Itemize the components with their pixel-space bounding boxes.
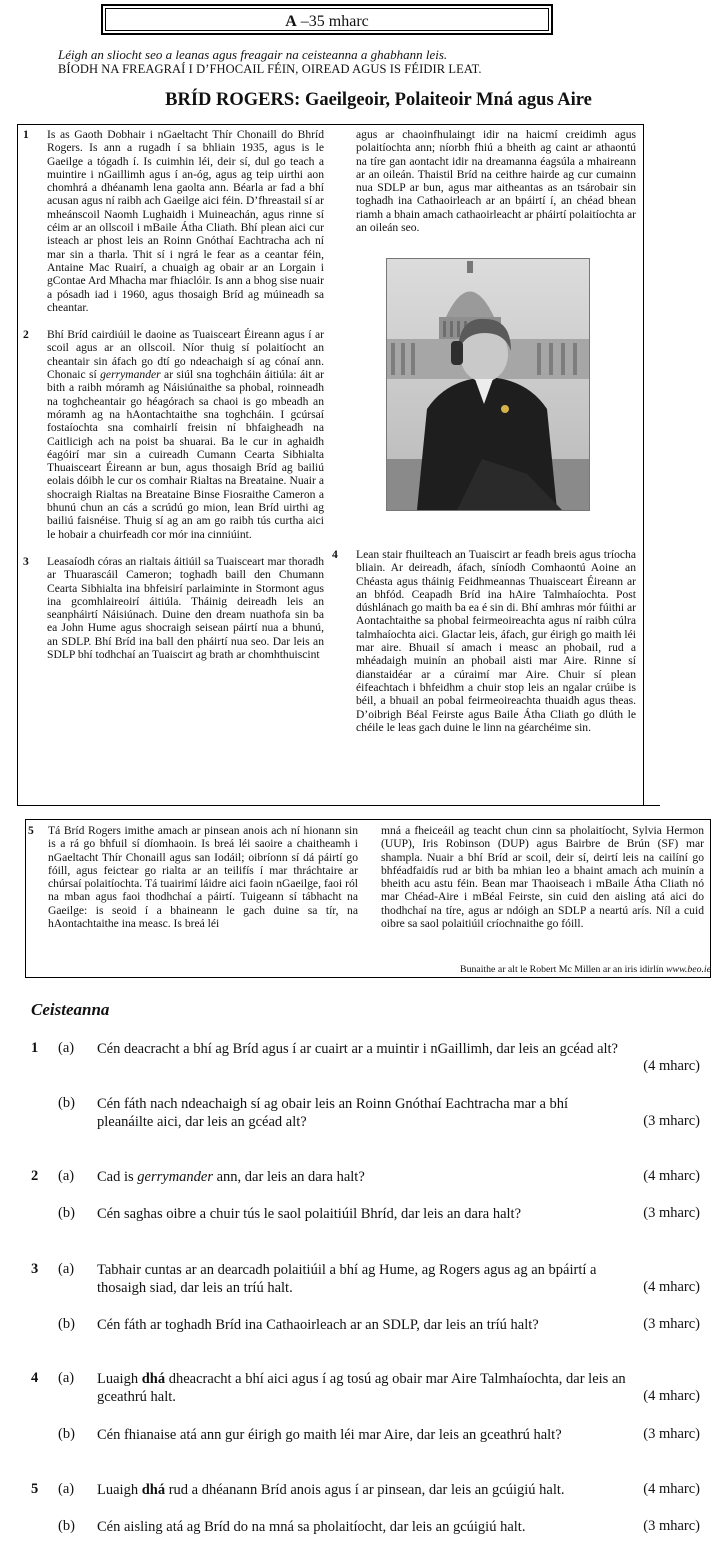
question-emphasis: dhá [141, 1371, 166, 1387]
paragraph-text: Tá Bríd Rogers imithe amach ar pinsean anois ach ní hionann sin is a rá go bhfuil sí díomhaoin. Is breá léi saoire a chaitheamh i nGaeltacht Thír Chonaill agus san Iodáil; oibríonn sí dá páirtí go fóill, agus feictear go rialta ar an teilifís í mar thráchtaire ar chúrsaí polaitíochta. Tá tuairimí láidre aici faoin nGaeilge, faoi ról na mban agus faoi thodhchaí a páirtí. Tuigeann sí tábhacht na Gaeilge: is seoid í a bhaineann le gach duine sa tír, na hAontachtaithe ina measc. Is breá léi [48, 824, 358, 931]
question-text: Cén fhianaise atá ann gur éirigh go maith léi mar Aire, dar leis an gceathrú halt? [97, 1427, 562, 1443]
question-text: Cén saghas oibre a chuir tús le saol polaitiúil Bhríd, dar leis an dara halt? [97, 1206, 522, 1222]
question-number: 2 [31, 1168, 39, 1184]
section-header [105, 8, 549, 31]
question-letter: (b) [58, 1095, 75, 1111]
paragraph-5-right [381, 824, 704, 930]
question-text-part: Luaigh [97, 1482, 142, 1498]
section-header-box [101, 4, 553, 35]
question-marks: (3 mharc) [643, 1316, 700, 1332]
question-marks: (3 mharc) [643, 1518, 700, 1534]
paragraph-term: gerrymander [100, 368, 161, 382]
question-text: Cén fáth nach ndeachaigh sí ag obair leis an Roinn Gnóthaí Eachtracha mar a bhí pleanáilte aici, dar leis an gcéad alt? [97, 1096, 569, 1130]
question-number: 3 [31, 1261, 39, 1277]
paragraph-5 [28, 824, 358, 931]
divider [17, 805, 660, 806]
questions-heading: Ceisteanna [31, 1000, 110, 1019]
paragraph-1 [23, 128, 324, 314]
paragraph-text: Bhí Bríd cairdiúil le daoine as Tuaisceart Éireann agus í ar scoil agus ar an ollscoil. Níor thuig sí polaitíocht an cheantair sin áfach go dtí go ndeachaigh sí ag cónaí ann. Chonaic sí [47, 328, 324, 382]
paragraph-3-continued: agus ar chaoinfhulaingt idir na haicmí creidimh agus polaitíochta ann; níorbh fhiú a bheith ag caint ar athaontú na tíre gan aontacht idir na dreamanna éagsúla a mhaireann ar an oileán. Thaistil Bríd na ceithre hairde ag cur cumainn nua SDLP ar bun, agus mar aitheantas as an tsárobair sin toghadh ina Cathaoirleach ar an bpáirtí í, an chéad bhean riamh a bhain amach cathaoirleacht ar pháirtí polaitíochta ar an oileán seo. [356, 128, 636, 235]
question-text-part: rud a dhéanann Bríd anois agus í ar pinsean, dar leis an gcúigiú halt. [165, 1482, 565, 1498]
question-letter: (b) [58, 1205, 75, 1221]
paragraph-3 [23, 554, 324, 661]
paragraph-4 [332, 548, 636, 734]
paragraph-text: Is as Gaoth Dobhair i nGaeltacht Thír Chonaill do Bhríd Rogers. Is ann a rugadh í sa bhliain 1935, agus is le Gaeilge a tógadh í. Is cuimhin léi, deir sí, dul go teach a muintire i nGaillimh agus í an-óg, agus ag teip uirthi aon chomhrá a dhéanamh lena gaolta ann. Béarla ar fad a bhí acusan agus ní raibh ach Gaeilge aici féin. D’fhreastail sí ar mheánscoil Naomh Lughaidh i Muineachán, agus rinne sí céim ar an ollscoil i mBaile Átha Cliath. Bhí plean aici cur isteach ar phost leis an Roinn Gnóthaí Eachtracha ach ní mar sin a tharla. Thit sí i ngrá le fear as a ceantar féin, Antaine Mac Ruairí, a chuaigh ag obair ar an Lorgain i gContae Ard Mhacha mar fhiaclóir. Is ann a bhog sise nuair a pósadh iad i 1960, agus thosaigh Bríd ag múineadh sa cheantar. [47, 128, 324, 314]
question-letter: (b) [58, 1316, 75, 1332]
question-term: gerrymander [137, 1169, 213, 1185]
question-number: 1 [31, 1040, 39, 1056]
article-title: BRÍD ROGERS: Gaeilgeoir, Polaiteoir Mná agus Aire [165, 90, 592, 110]
paragraph-number: 4 [332, 548, 338, 561]
instruction-line-1: Léigh an sliocht seo a leanas agus freagair na ceisteanna a ghabhann leis. [58, 47, 448, 62]
question-letter: (a) [58, 1370, 75, 1386]
marks-label: –35 mharc [300, 13, 369, 30]
question-emphasis: dhá [141, 1482, 166, 1498]
question-marks: (4 mharc) [643, 1168, 700, 1184]
paragraph-text: ar siúl sna toghcháin áitiúla: áit ar bith a raibh móramh ag Náisiúnaithe sa phobal, roinneadh na toghcheantair go héagórach sa chaoi is go mbeadh an móramh ag na hAontachtaithe sna toghcháin. I gcúrsaí fostaíochta sna comhairlí freisin ní bhfaigheadh na Caitlicigh ach na poist ba shuarai. Ba le cur in aghaidh éagóirí mar sin a cuireadh Cumann Cearta Sibhialta Thuaisceart Éireann ar bun, agus thosaigh Bríd ag bailiú eolais dóibh le cur os comhair Rialtas na Breataine. Nuair a shocraigh Rialtas na Breataine Binse Fiosraithe Cameron a bhunú chun an cás a scrúdú go mion, lean Bríd uirthi ag bailiú faisnéise. Thuig sí ag an am go raibh tús curtha aici le hobair a chuirfeadh cor mór ina cinniúint. [47, 368, 324, 541]
question-marks: (3 mharc) [643, 1205, 700, 1221]
question-text: Cén aisling atá ag Bríd do na mná sa pholaitíocht, dar leis an gcúigiú halt. [97, 1519, 526, 1535]
question-letter: (a) [58, 1481, 75, 1497]
paragraph-5-continued: mná a fheiceáil ag teacht chun cinn sa pholaitíocht, Sylvia Hermon (UUP), Iris Robinson (DUP) agus Bairbre de Brún (SF) mar shampla. Nuair a bhí Bríd ar scoil, deir sí, deirtí leis na cailíní go bhféadfaidís rud ar bith ba mhian leo a bhaint amach ach muinín a bheith acu astu féin. Bean mar Thaoiseach i mBaile Átha Cliath nó mar Chéad-Aire i mBéal Feirste, sin cuid den aisling atá aici do thodhchaí na tíre, agus ar ndóigh an SDLP a neartú arís. Níl a cuid oibre sa saol polaitiúil críochnaithe go fóill. [381, 824, 704, 931]
question-marks: (4 mharc) [643, 1388, 700, 1404]
paragraph-2 [23, 328, 324, 541]
article-photo [386, 258, 590, 511]
source-credit-text: Bunaithe ar alt le Robert Mc Millen ar an iris idirlín [460, 964, 666, 975]
question-text: Tabhair cuntas ar an dearcadh polaitiúil a bhí ag Hume, ag Rogers agus ag an bpáirtí a thosaigh siad, dar leis an tríú halt. [97, 1262, 597, 1296]
question-letter: (a) [58, 1168, 75, 1184]
question-text-part: dheacracht a bhí aici agus í ag tosú ag obair mar Aire Talmhaíochta, dar leis an gceathrú halt. [97, 1371, 626, 1405]
question-marks: (4 mharc) [643, 1279, 700, 1295]
source-credit [381, 964, 711, 975]
question-letter: (b) [58, 1426, 75, 1442]
question-text-part: Cad is [97, 1169, 138, 1185]
question-text: Cén deacracht a bhí ag Bríd agus í ar cuairt ar a muintir i nGaillimh, dar leis an gcéad alt? [97, 1041, 618, 1057]
question-text [97, 1168, 627, 1186]
article-column-right-bottom [332, 548, 636, 734]
question-letter: (a) [58, 1040, 75, 1056]
paragraph-text: Lean stair fhuilteach an Tuaiscirt ar feadh breis agus tríocha bliain. Ar deireadh, áfach, síníodh Comhaontú Aoine an Chéasta agus tháinig Feidhmeannas Thuaisceart Éireann ar an bhfód. Ceapadh Bríd ina hAire Talmhaíochta. Post dúshlánach go maith ba ea é sin di. Bhí amhras mór fúithi ar Aontachtaithe sa phobal feirmeoireachta agus ní raibh cúlra talmhaíochta aici. Glactar leis, áfach, gur éirigh go maith léi mar aire. Bhuail sí amach i measc an phobail, rud a mhéadaigh muinín an phobail aisti mar Aire. Rinne sí dianstaidéar ar a cúraimí mar Aire. Chuir sí plean éifeachtach i bhfeidhm a chuir stop leis an ngalar crúibe is béil, a bhuail an pobal feirmeoireachta thuaidh agus theas. D’oibrigh Béal Feirste agus Baile Átha Cliath go dlúth le chéile le leas gach duine le linn na géarchéime sin. [356, 548, 636, 734]
question-text-part: ann, dar leis an dara halt? [213, 1169, 365, 1185]
paragraph-number: 3 [23, 554, 29, 568]
question-letter: (b) [58, 1518, 75, 1534]
article-column-left [23, 128, 324, 661]
question-marks: (3 mharc) [643, 1113, 700, 1129]
paragraph-number: 1 [23, 128, 29, 141]
paragraph-text: Leasaíodh córas an rialtais áitiúil sa Tuaisceart mar thoradh ar Thuarascáil Cameron; toghadh baill den Chumann Cearta Sibhialta ina bhfeisirí parlaiminte in Stormont agus ina gcomhlaireoirí áitiúla. Tháinig deireadh leis an seanpháirtí Náisiúnach. Duine den dream nuathofa sin ba ea John Hume agus shocraigh seisean páirtí nua a bhunú, an SDLP. Bhí Bríd ina ball den pháirtí nua seo. Dar leis an SDLP bhí todhchaí an Tuaiscirt ag brath ar chomhthuiscint [47, 554, 324, 661]
question-text: Cén fáth ar toghadh Bríd ina Cathaoirleach ar an SDLP, dar leis an tríú halt? [97, 1317, 539, 1333]
question-text [97, 1481, 627, 1499]
article-column-right-top [356, 128, 636, 234]
source-website: www.beo.ie [666, 964, 711, 975]
question-text-part: Luaigh [97, 1371, 142, 1387]
question-number: 5 [31, 1481, 39, 1497]
paragraph-5-left [28, 824, 358, 931]
question-number: 4 [31, 1370, 39, 1386]
question-marks: (4 mharc) [643, 1058, 700, 1074]
paragraph-number: 5 [28, 824, 34, 837]
question-letter: (a) [58, 1261, 75, 1277]
question-marks: (4 mharc) [643, 1481, 700, 1497]
paragraph-number: 2 [23, 328, 29, 342]
section-label: A [285, 13, 297, 30]
question-marks: (3 mharc) [643, 1426, 700, 1442]
instruction-line-2: BÍODH NA FREAGRAÍ I D’FHOCAIL FÉIN, OIREAD AGUS IS FÉIDIR LEAT. [58, 62, 482, 76]
question-text [97, 1370, 627, 1406]
